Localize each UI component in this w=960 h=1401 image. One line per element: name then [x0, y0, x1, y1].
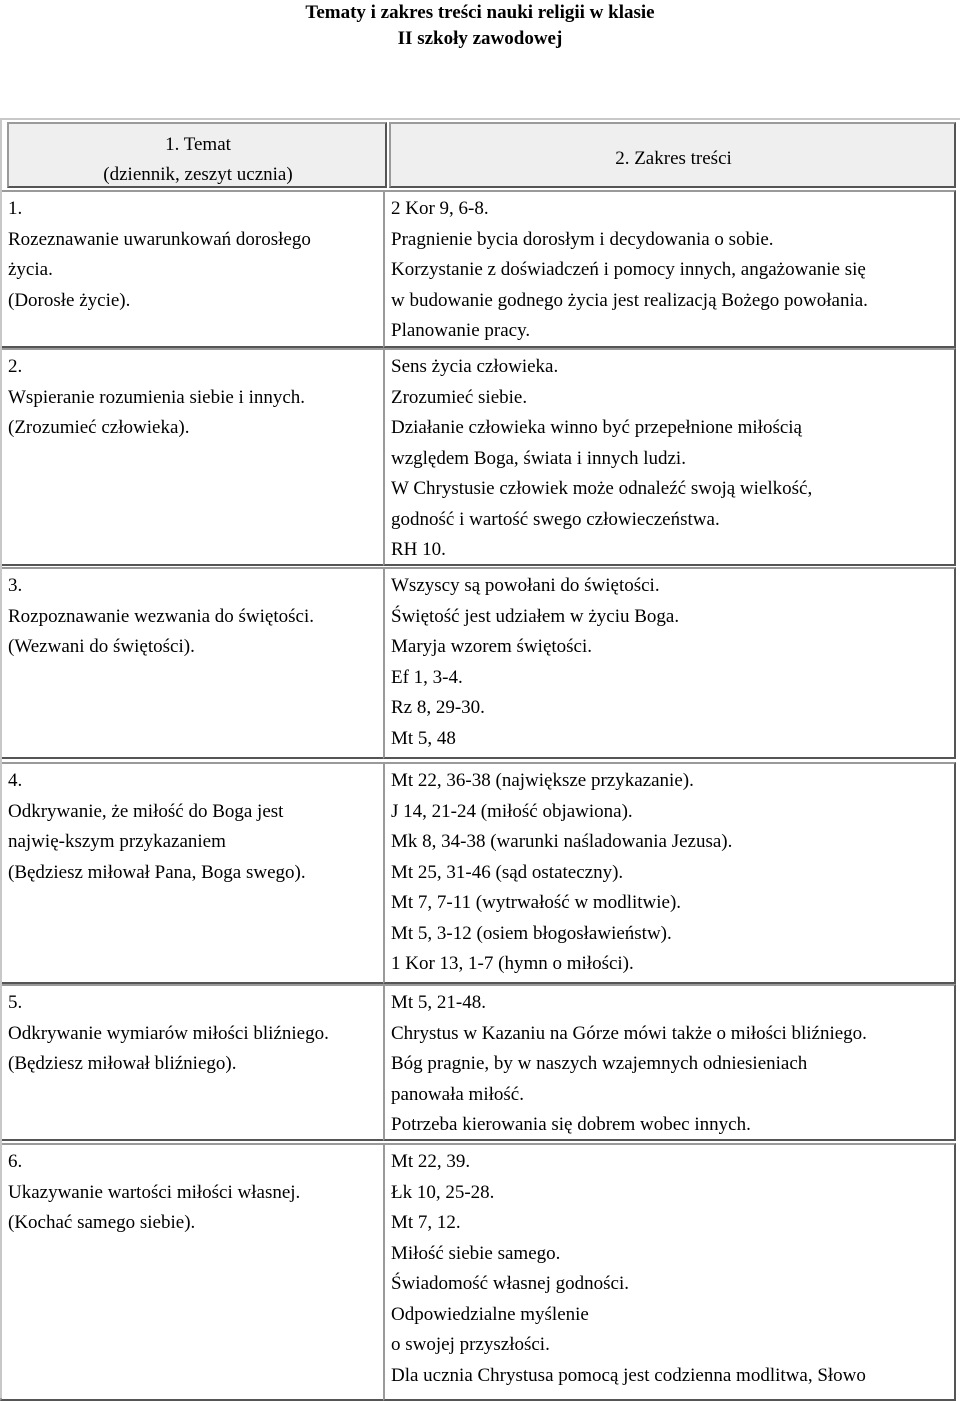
row-1-topic-cell	[0, 190, 387, 348]
row-3-content-line: Rz 8, 29-30.	[391, 697, 485, 718]
row-6-content-line: Odpowiedzialne myślenie	[391, 1303, 589, 1325]
row-6-content-line: Miłość siebie samego.	[391, 1242, 561, 1264]
header-topic-cell	[7, 122, 387, 188]
row-4-topic-line: (Będziesz miłował Pana, Boga swego).	[8, 861, 306, 883]
title-line-1: Tematy i zakres treści nauki religii w klasie	[305, 2, 655, 23]
row-1-content-line: Korzystanie z doświadczeń i pomocy innych, angażowanie się	[391, 259, 866, 280]
row-5-topic-cell	[0, 984, 387, 1141]
row-1-topic-line: 1.	[8, 198, 23, 219]
row-2-content-line: względem Boga, świata i innych ludzi.	[391, 447, 686, 469]
row-3-content-line: Ef 1, 3-4.	[391, 666, 463, 688]
row-4-content-line: Mk 8, 34-38 (warunki naśladowania Jezusa).	[391, 831, 733, 852]
row-3-content-cell	[383, 567, 956, 759]
row-6-content-line: Mt 22, 39.	[391, 1151, 471, 1172]
row-4-topic-line: 4.	[8, 770, 23, 791]
row-1-content-cell	[383, 190, 956, 348]
row-4-content-line: J 14, 21-24 (miłość objawiona).	[391, 800, 633, 822]
row-3-topic-line: 3.	[8, 575, 23, 596]
row-5-content-line: panowała miłość.	[391, 1083, 524, 1105]
row-5-content-cell	[383, 984, 956, 1141]
row-6-topic-line: (Kochać samego siebie).	[8, 1212, 196, 1233]
row-4-topic-line: Odkrywanie, że miłość do Boga jest	[8, 800, 284, 822]
row-6-content-line: Dla ucznia Chrystusa pomocą jest codzienna modlitwa, Słowo	[391, 1364, 866, 1386]
row-2-topic-line: 2.	[8, 356, 23, 377]
row-3-topic-cell	[0, 567, 387, 759]
row-5-topic-line: (Będziesz miłował bliźniego).	[8, 1053, 237, 1074]
row-1-content-line: 2 Kor 9, 6-8.	[391, 198, 489, 219]
row-1-topic-line: życia.	[8, 259, 53, 280]
row-5-content-line: Potrzeba kierowania się dobrem wobec innych.	[391, 1114, 751, 1135]
row-6-content-line: Mt 7, 12.	[391, 1212, 461, 1233]
row-4-topic-cell	[0, 762, 387, 984]
row-5-content-line: Mt 5, 21-48.	[391, 992, 486, 1013]
row-1-content-line: w budowanie godnego życia jest realizacją Bożego powołania.	[391, 289, 868, 311]
row-2-content-line: W Chrystusie człowiek może odnaleźć swoją wielkość,	[391, 478, 813, 499]
row-4-content-line: Mt 5, 3-12 (osiem błogosławieństw).	[391, 922, 672, 944]
row-6-content-cell	[383, 1143, 956, 1401]
row-6-topic-cell	[0, 1143, 387, 1401]
row-1-content-line: Pragnienie bycia dorosłym i decydowania o sobie.	[391, 228, 774, 250]
row-5-content-line: Chrystus w Kazaniu na Górze mówi także o miłości bliźniego.	[391, 1022, 867, 1044]
row-4-content-cell	[383, 762, 956, 984]
row-5-content-line: Bóg pragnie, by w naszych wzajemnych odniesieniach	[391, 1053, 808, 1074]
row-2-content-cell	[383, 348, 956, 566]
row-4-content-line: 1 Kor 13, 1-7 (hymn o miłości).	[391, 953, 634, 974]
header-topic-line2: (dziennik, zeszyt ucznia)	[103, 164, 293, 185]
row-2-topic-cell	[0, 348, 387, 566]
row-4-content-line: Mt 7, 7-11 (wytrwałość w modlitwie).	[391, 892, 682, 913]
row-2-content-line: RH 10.	[391, 539, 446, 560]
topics-table	[0, 118, 960, 1398]
row-6-content-line: Łk 10, 25-28.	[391, 1181, 495, 1203]
row-3-content-line: Mt 5, 48	[391, 727, 456, 749]
document-title	[0, 0, 960, 52]
row-1-topic-line: Rozeznawanie uwarunkowań dorosłego	[8, 228, 311, 250]
row-3-topic-line: Rozpoznawanie wezwania do świętości.	[8, 605, 315, 627]
row-6-topic-line: 6.	[8, 1151, 23, 1172]
row-4-content-line: Mt 22, 36-38 (największe przykazanie).	[391, 770, 694, 791]
row-2-content-line: Działanie człowieka winno być przepełnione miłością	[391, 417, 802, 438]
title-line-2: II szkoły zawodowej	[397, 28, 563, 49]
row-3-content-line: Maryja wzorem świętości.	[391, 636, 593, 657]
row-2-content-line: Zrozumieć siebie.	[391, 386, 528, 408]
row-6-content-line: Świadomość własnej godności.	[391, 1273, 630, 1294]
row-3-content-line: Wszyscy są powołani do świętości.	[391, 575, 660, 596]
row-2-topic-line: Wspieranie rozumienia siebie i innych.	[8, 386, 306, 408]
row-4-topic-line: najwię-kszym przykazaniem	[8, 831, 226, 852]
row-1-content-line: Planowanie pracy.	[391, 320, 531, 341]
row-5-topic-line: 5.	[8, 992, 23, 1013]
row-4-content-line: Mt 25, 31-46 (sąd ostateczny).	[391, 861, 624, 883]
row-1-topic-line: (Dorosłe życie).	[8, 289, 131, 311]
header-content-label: 2. Zakres treści	[615, 148, 732, 169]
header-topic-line1: 1. Temat	[165, 134, 231, 155]
header-content-cell	[389, 122, 956, 188]
row-3-topic-line: (Wezwani do świętości).	[8, 636, 195, 657]
row-2-topic-line: (Zrozumieć człowieka).	[8, 417, 190, 438]
row-5-topic-line: Odkrywanie wymiarów miłości bliźniego.	[8, 1022, 329, 1044]
row-3-content-line: Świętość jest udziałem w życiu Boga.	[391, 605, 680, 627]
row-2-content-line: godność i wartość swego człowieczeństwa.	[391, 508, 720, 530]
row-6-content-line: o swojej przyszłości.	[391, 1334, 550, 1355]
row-2-content-line: Sens życia człowieka.	[391, 356, 559, 377]
row-6-topic-line: Ukazywanie wartości miłości własnej.	[8, 1181, 301, 1203]
